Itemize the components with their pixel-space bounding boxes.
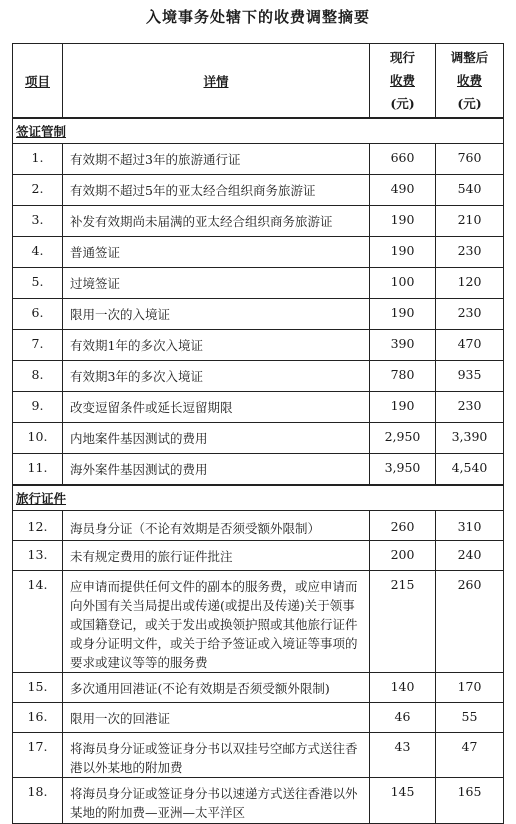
row-number: 9. [13,392,63,423]
table-row [13,672,504,702]
row-detail: 海外案件基因测试的费用 [63,454,370,485]
table-row [13,540,504,570]
section-row [13,118,504,144]
row-number: 7. [13,330,63,361]
header-item: 项目 [13,44,63,119]
row-number: 17. [13,732,63,777]
row-adjusted-fee: 230 [436,392,504,423]
row-number: 12. [13,510,63,540]
row-detail: 有效期3年的多次入境证 [63,361,370,392]
row-detail: 将海员身分证或签证身分书以速递方式送往香港以外某地的附加费—亚洲—太平洋区 [63,777,370,823]
row-adjusted-fee: 4,540 [436,454,504,485]
section-heading: 签证管制 [13,118,504,144]
table-row [13,361,504,392]
row-adjusted-fee: 760 [436,144,504,175]
row-current-fee: 145 [370,777,436,823]
row-current-fee: 100 [370,268,436,299]
row-detail: 改变逗留条件或延长逗留期限 [63,392,370,423]
table-row [13,268,504,299]
row-current-fee: 190 [370,206,436,237]
row-number: 10. [13,423,63,454]
row-detail: 未有规定费用的旅行证件批注 [63,540,370,570]
row-number: 4. [13,237,63,268]
table-row [13,510,504,540]
row-detail: 应申请而提供任何文件的副本的服务费，或应申请而向外国有关当局提出或传递(或提出及传递)关于领事或国籍登记，或关于发出或换领护照或其他旅行证件或身分证明文件，或关于给予签证或入境证等事项的要求或建议等等的服务费 [63,570,370,672]
row-number: 5. [13,268,63,299]
row-adjusted-fee: 47 [436,732,504,777]
row-detail: 限用一次的回港证 [63,702,370,732]
section-heading: 旅行证件 [13,485,504,511]
row-adjusted-fee: 165 [436,777,504,823]
row-detail: 海员身分证（不论有效期是否须受额外限制） [63,510,370,540]
table-row [13,454,504,485]
table-row [13,702,504,732]
row-current-fee: 390 [370,330,436,361]
header-detail: 详情 [63,44,370,119]
row-adjusted-fee: 55 [436,702,504,732]
row-adjusted-fee: 540 [436,175,504,206]
row-adjusted-fee: 470 [436,330,504,361]
row-adjusted-fee: 210 [436,206,504,237]
row-adjusted-fee: 260 [436,570,504,672]
header-current-fee: 现行 收费 (元) [370,44,436,119]
table-row [13,423,504,454]
row-current-fee: 2,950 [370,423,436,454]
row-detail: 将海员身分证或签证身分书以双挂号空邮方式送往香港以外某地的附加费 [63,732,370,777]
row-adjusted-fee: 935 [436,361,504,392]
row-detail: 过境签证 [63,268,370,299]
row-current-fee: 190 [370,392,436,423]
row-number: 18. [13,777,63,823]
table-header-row [13,44,504,119]
row-current-fee: 215 [370,570,436,672]
row-number: 15. [13,672,63,702]
table-row [13,570,504,672]
table-row [13,175,504,206]
row-current-fee: 190 [370,299,436,330]
row-current-fee: 140 [370,672,436,702]
row-detail: 有效期不超过3年的旅游通行证 [63,144,370,175]
row-current-fee: 43 [370,732,436,777]
row-current-fee: 190 [370,237,436,268]
table-row [13,299,504,330]
header-adjusted-fee: 调整后 收费 (元) [436,44,504,119]
table-row [13,777,504,823]
row-number: 3. [13,206,63,237]
row-detail: 内地案件基因测试的费用 [63,423,370,454]
row-number: 11. [13,454,63,485]
fee-table [12,43,504,824]
row-current-fee: 200 [370,540,436,570]
row-adjusted-fee: 170 [436,672,504,702]
row-current-fee: 46 [370,702,436,732]
row-current-fee: 3,950 [370,454,436,485]
row-adjusted-fee: 120 [436,268,504,299]
row-adjusted-fee: 230 [436,237,504,268]
row-detail: 补发有效期尚未届满的亚太经合组织商务旅游证 [63,206,370,237]
row-number: 6. [13,299,63,330]
table-row [13,392,504,423]
row-detail: 有效期不超过5年的亚太经合组织商务旅游证 [63,175,370,206]
row-number: 8. [13,361,63,392]
section-row [13,485,504,511]
row-number: 2. [13,175,63,206]
row-number: 13. [13,540,63,570]
table-row [13,732,504,777]
row-number: 14. [13,570,63,672]
row-detail: 有效期1年的多次入境证 [63,330,370,361]
table-row [13,330,504,361]
row-number: 16. [13,702,63,732]
row-number: 1. [13,144,63,175]
row-adjusted-fee: 230 [436,299,504,330]
table-row [13,237,504,268]
table-row [13,144,504,175]
row-current-fee: 780 [370,361,436,392]
row-current-fee: 490 [370,175,436,206]
row-current-fee: 660 [370,144,436,175]
document-title: 入境事务处辖下的收费调整摘要 [145,8,370,26]
row-detail: 多次通用回港证(不论有效期是否须受额外限制) [63,672,370,702]
row-detail: 限用一次的入境证 [63,299,370,330]
table-row [13,206,504,237]
row-current-fee: 260 [370,510,436,540]
row-detail: 普通签证 [63,237,370,268]
row-adjusted-fee: 3,390 [436,423,504,454]
row-adjusted-fee: 310 [436,510,504,540]
row-adjusted-fee: 240 [436,540,504,570]
